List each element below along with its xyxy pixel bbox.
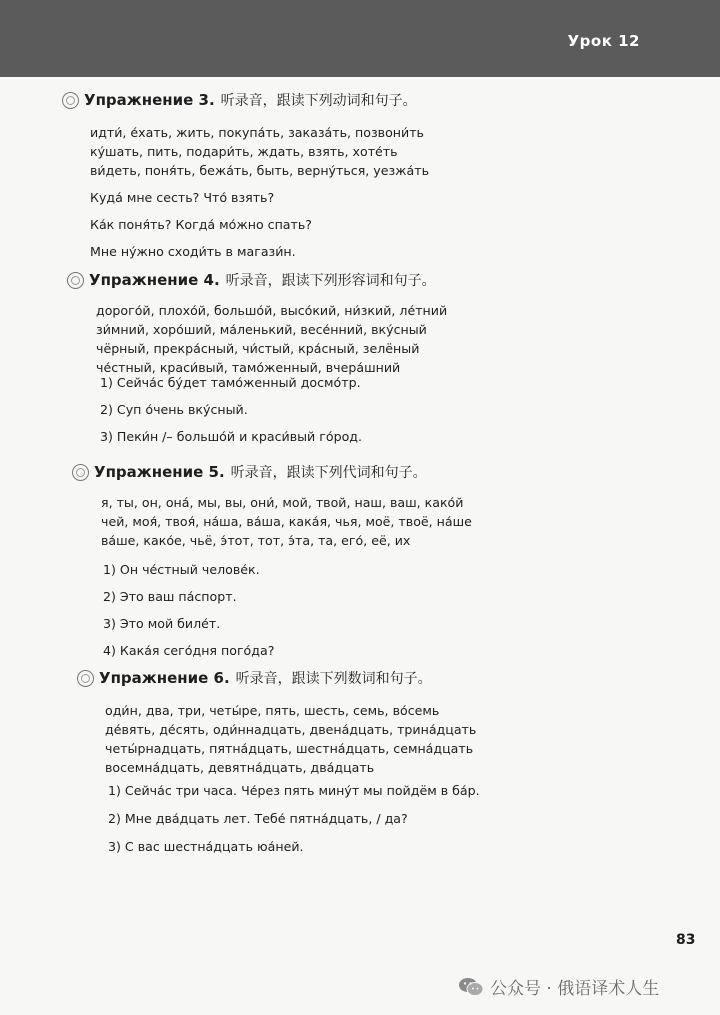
sentence: 4) Кака́я сего́дня пого́да? xyxy=(103,643,275,658)
word-line: чей, моя́, твоя́, на́ша, ва́ша, кака́я, чья, моё, твоё, на́ше xyxy=(101,514,472,529)
word-line: оди́н, два, три, четы́ре, пять, шесть, семь, во́семь xyxy=(105,703,440,718)
word-line: идти́, е́хать, жить, покупа́ть, заказа́ть, позвони́ть xyxy=(90,125,424,140)
page-number: 83 xyxy=(676,932,696,948)
word-line: восемна́дцать, девятна́дцать, два́дцать xyxy=(105,760,375,775)
sentence: 2) Мне два́дцать лет. Тебе́ пятна́дцать, / да? xyxy=(108,811,408,826)
exercise-title: Упражнение 6. xyxy=(99,669,230,687)
exercise-header xyxy=(77,668,480,688)
word-line: зи́мний, хоро́ший, ма́ленький, весе́нний, вку́сный xyxy=(96,322,427,337)
exercise-header xyxy=(72,462,472,482)
audio-disc-icon xyxy=(67,272,84,289)
wechat-icon xyxy=(458,977,484,997)
header-bar xyxy=(0,0,720,77)
exercise-title: Упражнение 3. xyxy=(84,91,215,109)
exercise-title: Упражнение 4. xyxy=(89,271,220,289)
sentence: 3) Это мой биле́т. xyxy=(103,616,221,631)
lesson-label: Урок 12 xyxy=(567,32,640,50)
exercise-6 xyxy=(77,668,480,854)
exercise-instruction: 听录音，跟读下列代词和句子。 xyxy=(230,465,427,481)
word-line: чёрный, прекра́сный, чи́стый, кра́сный, зелёный xyxy=(96,341,420,356)
word-line: де́вять, де́сять, оди́ннадцать, двена́дцать, трина́дцать xyxy=(105,722,477,737)
exercise-5 xyxy=(72,462,472,658)
sentence: Мне ну́жно сходи́ть в магази́н. xyxy=(90,244,296,259)
sentence: 1) Сейча́с три часа. Че́рез пять мину́т мы пойдём в ба́р. xyxy=(108,783,480,798)
word-line: четы́рнадцать, пятна́дцать, шестна́дцать, семна́дцать xyxy=(105,741,474,756)
word-line: ва́ше, како́е, чьё, э́тот, тот, э́та, та, его́, её, их xyxy=(101,533,411,548)
word-line: ку́шать, пить, подари́ть, ждать, взять, хоте́ть xyxy=(90,144,398,159)
exercise-title: Упражнение 5. xyxy=(94,463,225,481)
sentence: 1) Он че́стный челове́к. xyxy=(103,562,260,577)
sentence: 1) Сейча́с бу́дет тамо́женный досмо́тр. xyxy=(100,375,361,390)
audio-disc-icon xyxy=(62,92,79,109)
page-body xyxy=(0,77,720,1015)
word-line: дорого́й, плохо́й, большо́й, высо́кий, ни́зкий, ле́тний xyxy=(96,303,448,318)
sentence: 2) Суп о́чень вку́сный. xyxy=(100,402,248,417)
exercise-3 xyxy=(62,90,429,259)
exercise-header xyxy=(67,270,447,290)
audio-disc-icon xyxy=(72,464,89,481)
word-line: я, ты, он, она́, мы, вы, они́, мой, твой, наш, ваш, како́й xyxy=(101,495,464,510)
sentence: 3) Пеки́н /– большо́й и краси́вый го́род. xyxy=(100,429,362,444)
exercise-header xyxy=(62,90,429,110)
sentence: 2) Это ваш па́спорт. xyxy=(103,589,237,604)
sentence: Ка́к поня́ть? Когда́ мо́жно спать? xyxy=(90,217,312,232)
sentence: 3) С вас шестна́дцать юа́ней. xyxy=(108,839,304,854)
exercise-instruction: 听录音，跟读下列动词和句子。 xyxy=(220,93,417,109)
exercise-instruction: 听录音，跟读下列数词和句子。 xyxy=(235,671,432,687)
watermark xyxy=(458,974,659,999)
exercise-instruction: 听录音，跟读下列形容词和句子。 xyxy=(225,273,436,289)
word-line: че́стный, краси́вый, тамо́женный, вчера́шний xyxy=(96,360,401,375)
sentence: Куда́ мне сесть? Что́ взять? xyxy=(90,190,275,205)
exercise-4 xyxy=(67,270,447,444)
audio-disc-icon xyxy=(77,670,94,687)
word-line: ви́деть, поня́ть, бежа́ть, быть, верну́ться, уезжа́ть xyxy=(90,163,429,178)
watermark-text: 公众号 · 俄语译术人生 xyxy=(490,979,660,999)
